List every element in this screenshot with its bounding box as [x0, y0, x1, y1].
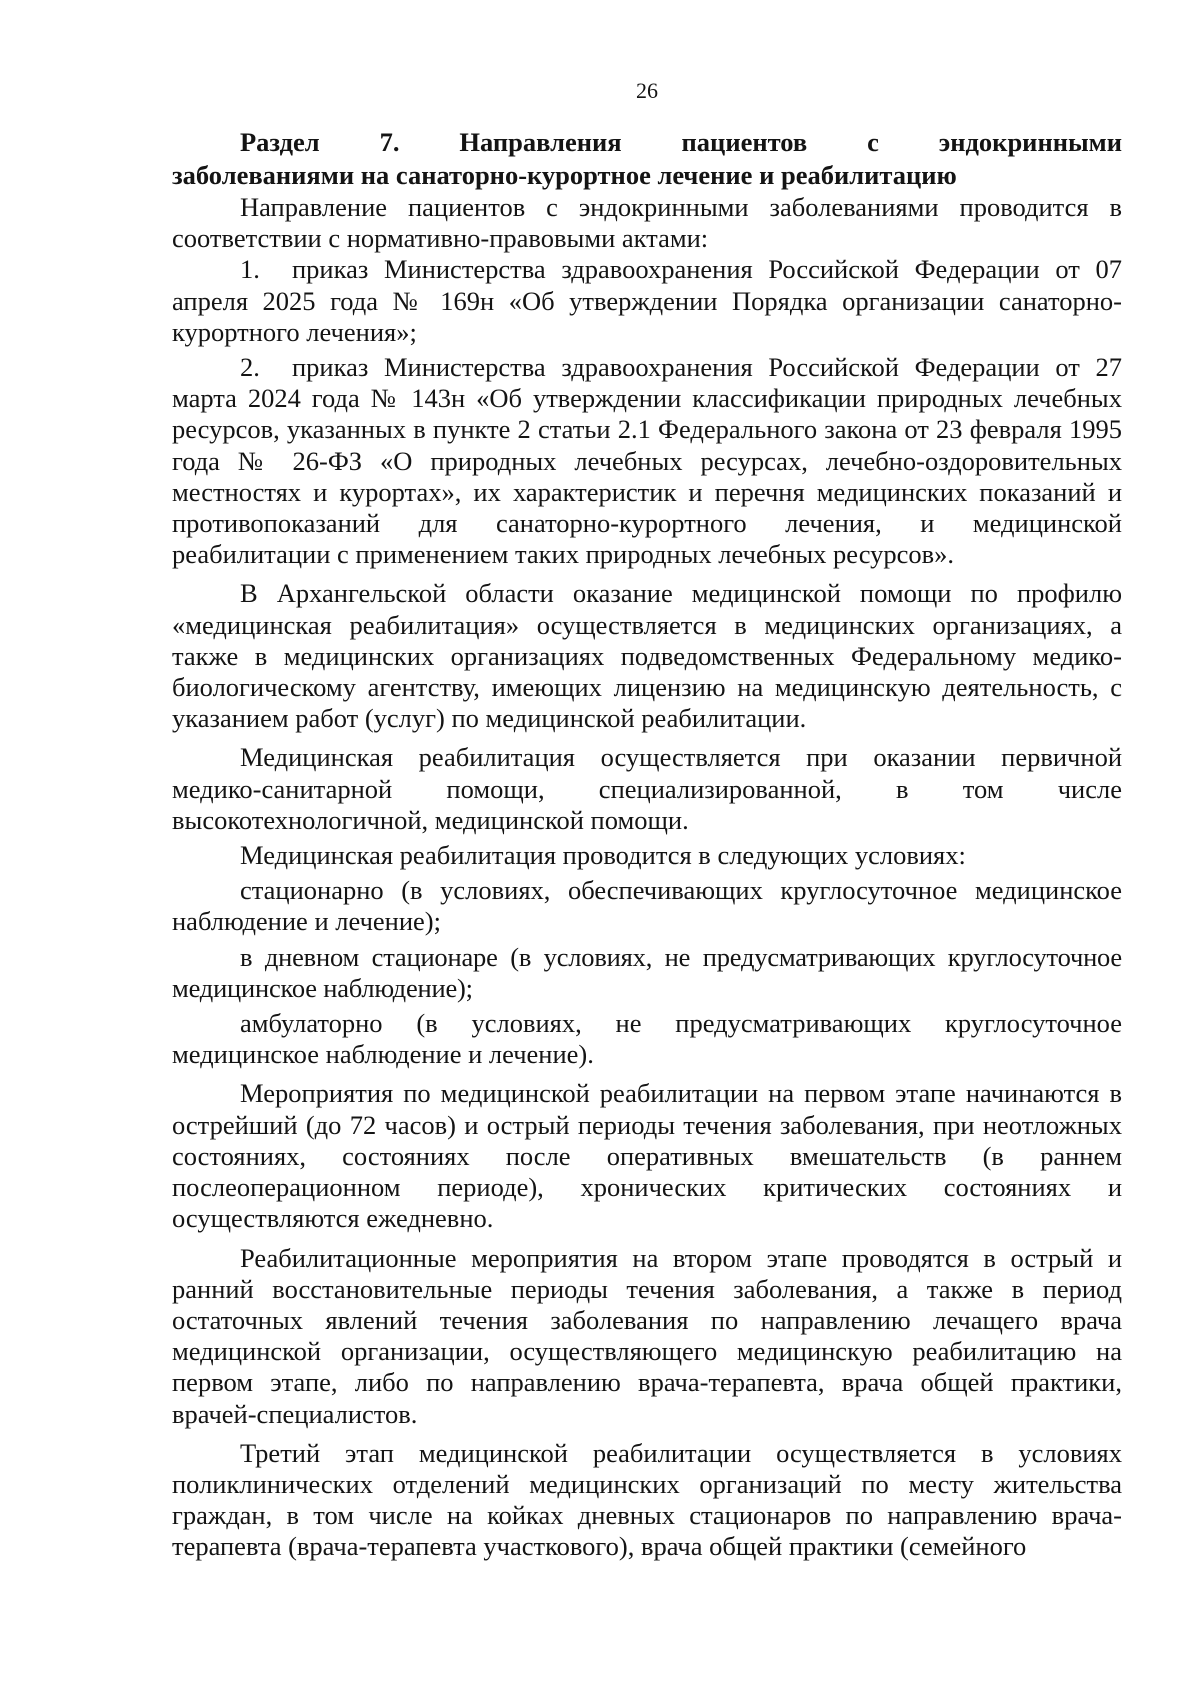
paragraph-first-stage: Мероприятия по медицинской реабилитации на первом этапе начинаются в острейший (до 72 часов) и острый периоды течения заболевания, при неотложных состояниях, состояниях после оперативных вмешательств (в раннем послеоперационном периоде), хронических критических состояниях и осуществляются ежедневно.: [172, 1078, 1122, 1234]
paragraph-second-stage: Реабилитационные мероприятия на втором этапе проводятся в острый и ранний восстановительные периоды течения заболевания, а также в период остаточных явлений течения заболевания по направлению лечащего врача медицинской организации, осуществляющего медицинскую реабилитацию на первом этапе, либо по направлению врача-терапевта, врача общей практики, врачей-специалистов.: [172, 1242, 1122, 1429]
paragraph-outpatient: амбулаторно (в условиях, не предусматривающих круглосуточное медицинское наблюдение и лечение).: [172, 1008, 1122, 1070]
act-item-2: [172, 352, 1122, 570]
page-number: 26: [636, 78, 658, 103]
act-item-text: приказ Министерства здравоохранения Российской Федерации от 27 марта 2024 года № 143н «Об утверждении классификации природных лечебных ресурсов, указанных в пункте 2 статьи 2.1 Федерального закона от 23 февраля 1995 года № 26-ФЗ «О природных лечебных ресурсах, лечебно-оздоровительных местностях и курортах», их характеристик и перечня медицинских показаний и противопоказаний для санаторно-курортного лечения, и медицинской реабилитации с применением таких природных лечебных ресурсов».: [172, 352, 1122, 570]
section-title: [172, 126, 1122, 192]
paragraph-rehabilitation-conditions: Медицинская реабилитация проводится в следующих условиях:: [240, 840, 966, 871]
act-item-number: 2.: [240, 352, 260, 383]
paragraph-inpatient: стационарно (в условиях, обеспечивающих круглосуточное медицинское наблюдение и лечение);: [172, 875, 1122, 937]
act-item-1: [172, 254, 1122, 348]
section-title-line-1: Раздел 7. Направления пациентов с эндокринными: [240, 127, 1122, 157]
paragraph-third-stage: Третий этап медицинской реабилитации осуществляется в условиях поликлинических отделений медицинских организаций по месту жительства граждан, в том числе на койках дневных стационаров по направлению врача-терапевта (врача-терапевта участкового), врача общей практики (семейного: [172, 1437, 1122, 1562]
intro-paragraph: Направление пациентов с эндокринными заболеваниями проводится в соответствии с нормативно-правовыми актами:: [172, 192, 1122, 254]
act-item-text: приказ Министерства здравоохранения Российской Федерации от 07 апреля 2025 года № 169н «Об утверждении Порядка организации санаторно-курортного лечения»;: [172, 254, 1122, 347]
section-title-line-2: заболеваниями на санаторно-курортное лечение и реабилитацию: [172, 160, 957, 190]
paragraph-day-hospital: в дневном стационаре (в условиях, не предусматривающих круглосуточное медицинское наблюдение);: [172, 941, 1122, 1003]
paragraph-rehabilitation-care-types: Медицинская реабилитация осуществляется при оказании первичной медико-санитарной помощи, специализированной, в том числе высокотехнологичной, медицинской помощи.: [172, 742, 1122, 835]
act-item-number: 1.: [240, 254, 260, 285]
document-page: [172, 78, 1122, 1678]
paragraph-rehabilitation-organizations: В Архангельской области оказание медицинской помощи по профилю «медицинская реабилитация» осуществляется в медицинских организациях, а также в медицинских организациях подведомственных Федеральному медико-биологическому агентству, имеющих лицензию на медицинскую деятельность, с указанием работ (услуг) по медицинской реабилитации.: [172, 578, 1122, 734]
